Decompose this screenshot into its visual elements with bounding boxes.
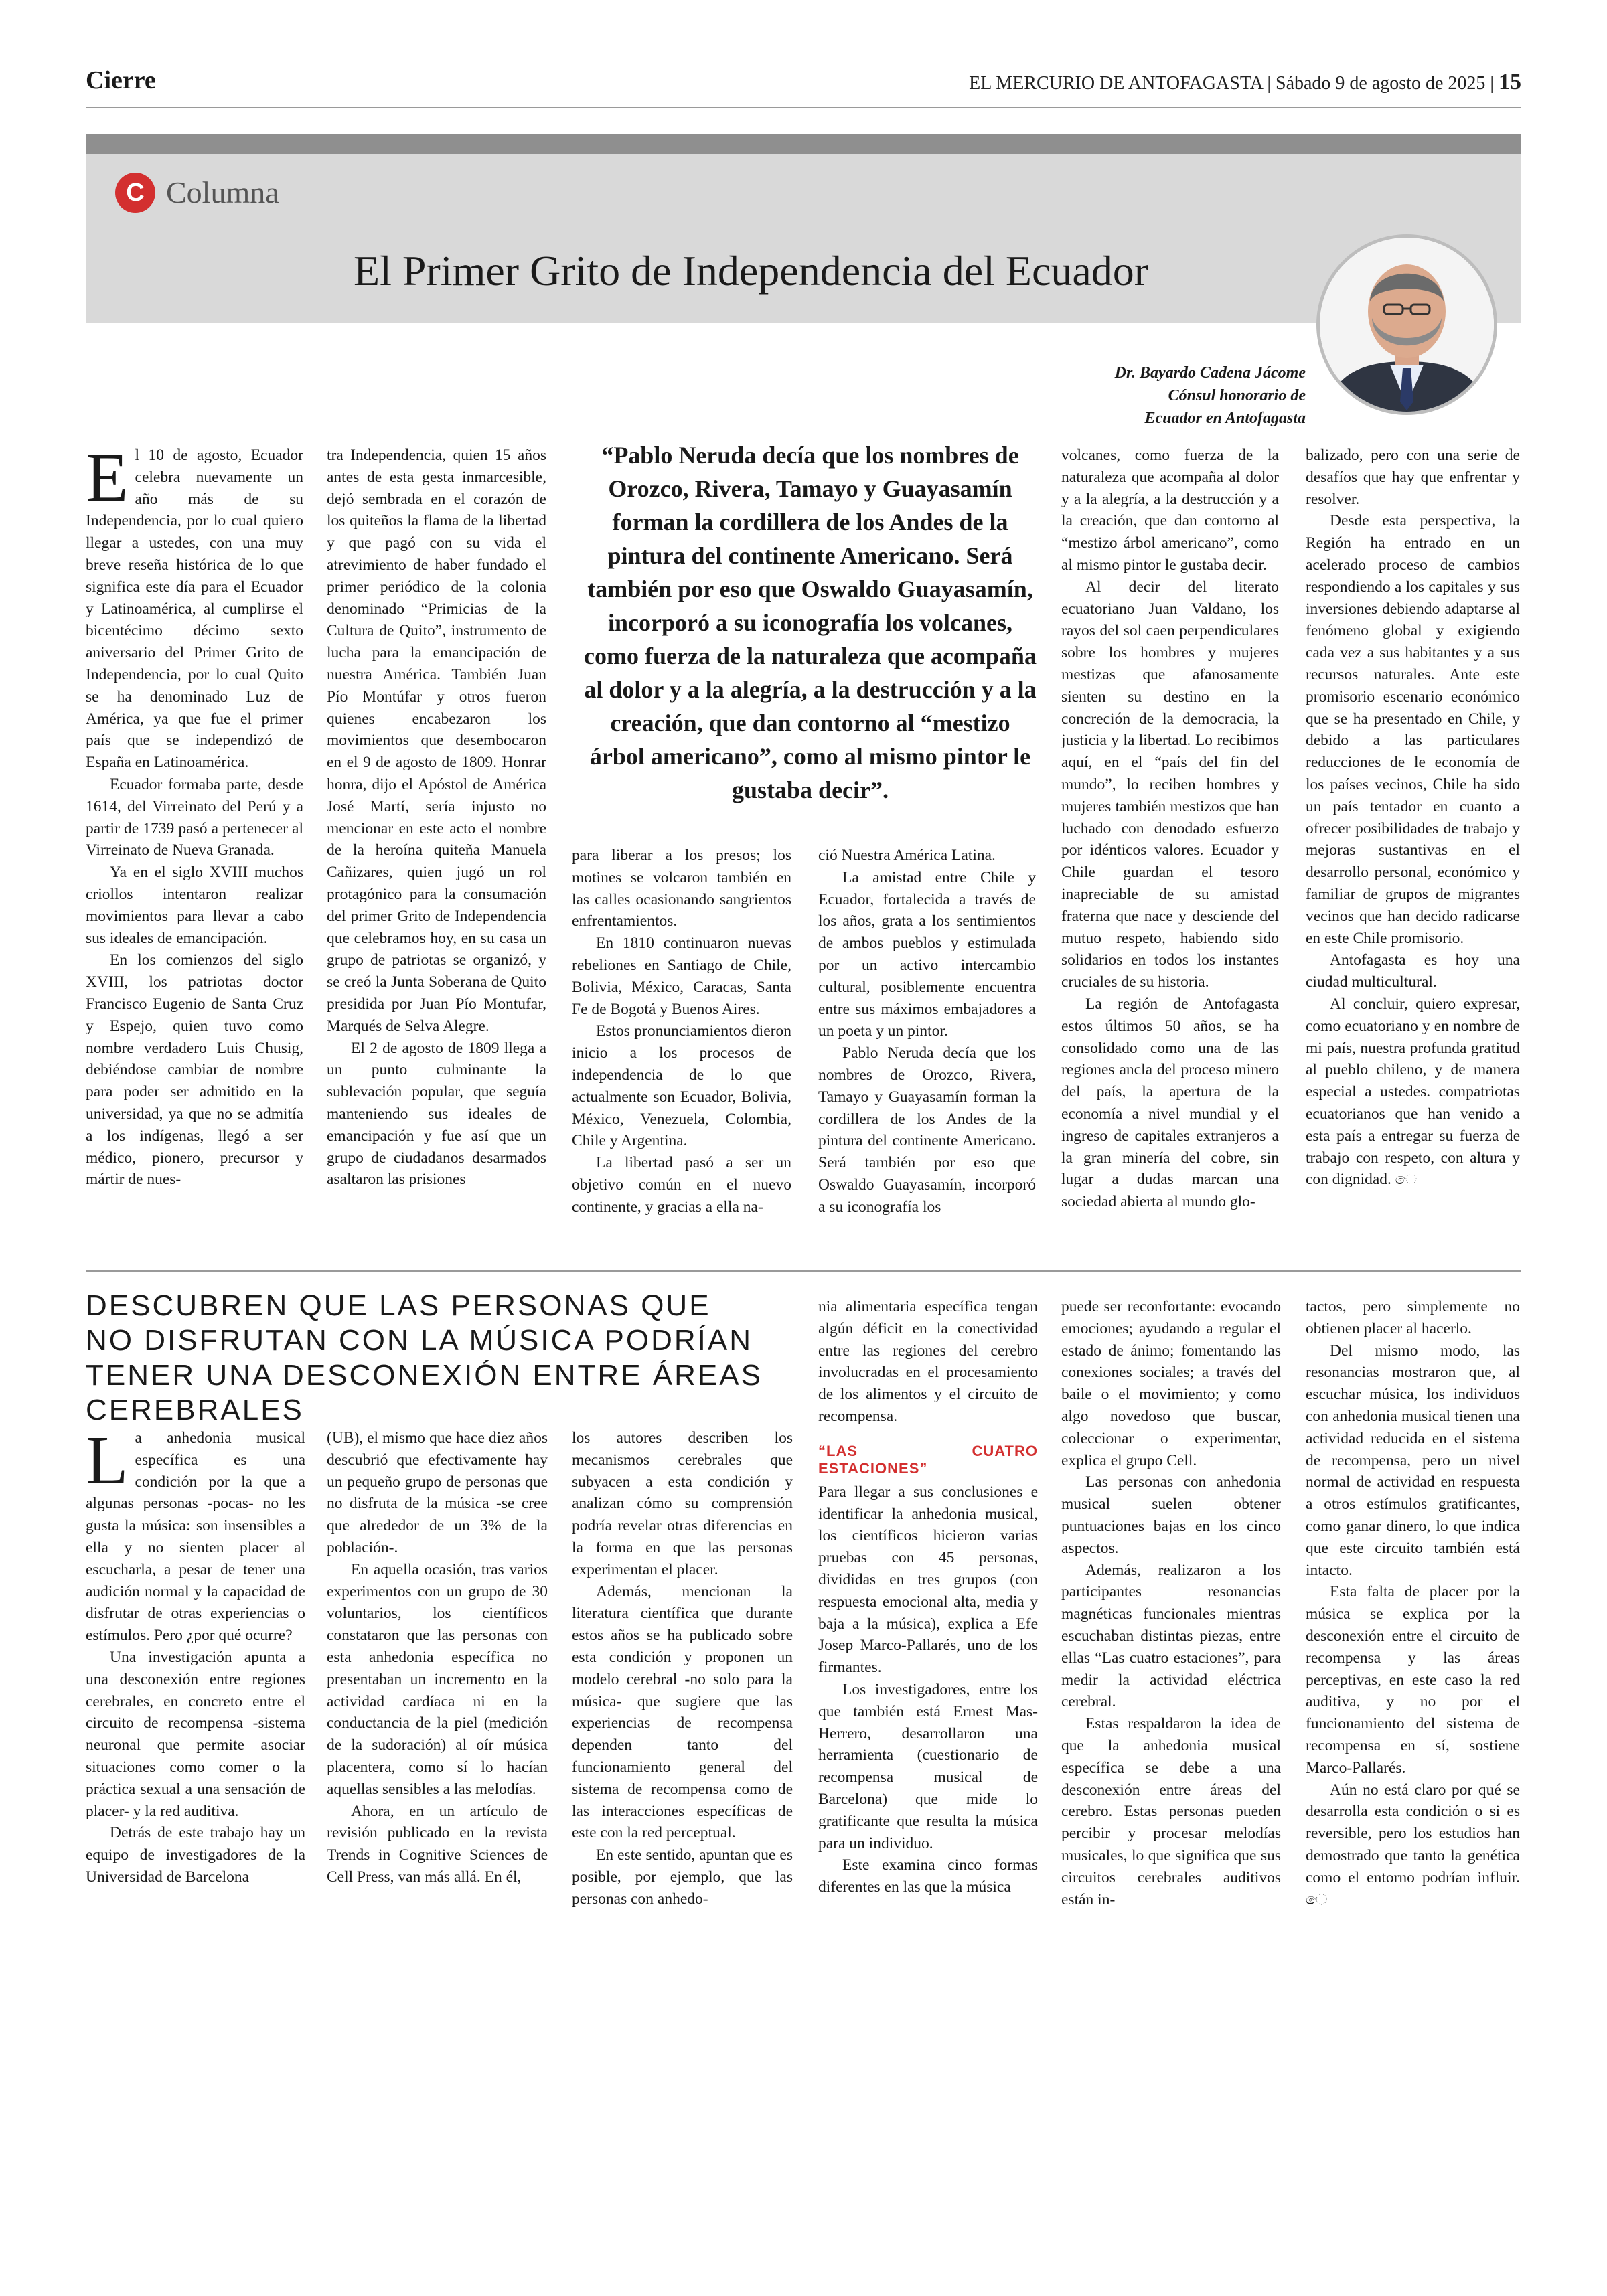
paragraph: ció Nuestra América Latina. bbox=[818, 847, 996, 864]
paragraph: Las personas con anhedonia musical suelen obtener puntuaciones bajas en los cinco aspectos. bbox=[1061, 1473, 1281, 1557]
article2-text-1 bbox=[86, 1422, 305, 1888]
column-text-5 bbox=[1061, 444, 1279, 1213]
paragraph: En 1810 continuaron nuevas rebeliones en Santiago de Chile, Bolivia, México, Caracas, Santa Fe de Bogotá y Buenos Aires. bbox=[572, 934, 791, 1018]
paper-name: EL MERCURIO DE ANTOFAGASTA bbox=[969, 73, 1263, 94]
paragraph: Estos pronunciamientos dieron inicio a los procesos de independencia de lo que actualmente son Ecuador, Bolivia, México, Venezuela, Colombia, Chile y Argentina. bbox=[572, 1022, 791, 1150]
paragraph: En este sentido, apuntan que es posible, por ejemplo, que las personas con anhedo- bbox=[572, 1846, 793, 1908]
paragraph: La amistad entre Chile y Ecuador, fortalecida a través de los años, grata a los sentimientos de ambos pueblos y estimulada por un activo intercambio cultural, posiblemente encuentra entre sus máximos embajadores a un poeta y un pintor. bbox=[818, 868, 1036, 1040]
paragraph: los autores describen los mecanismos cerebrales que subyacen a esta condición y analizan cómo su comprensión podría revelar otras diferencias en la forma en que las personas experimentan el placer. bbox=[572, 1429, 793, 1578]
paragraph: Ecuador formaba parte, desde 1614, del Virreinato del Perú y a partir de 1739 pasó a pertenecer al Virreinato de Nueva Granada. bbox=[86, 775, 303, 859]
pull-quote: “Pablo Neruda decía que los nombres de Orozco, Rivera, Tamayo y Guayasamín forman la cordillera de los Andes de la pintura del continente Americano. Será también por eso que Oswaldo Guayasamín, incorporó a su iconografía los volcanes, como fuerza de la naturaleza que acompaña al dolor y a la alegría, a la destrucción y a la creación, que dan contorno al “mestizo árbol americano”, como al mismo pintor le gustaba decir”. bbox=[584, 442, 1037, 803]
paragraph: Del mismo modo, las resonancias mostraron que, al escuchar música, los individuos con anhedonia musical tienen una actividad reducida en el sistema de recompensa, pero un nivel normal de actividad en respuesta a otros estímulos gratificantes, como ganar dinero, lo que indica que este circuito también está intacto. bbox=[1306, 1341, 1520, 1579]
paragraph: Además, mencionan la literatura científica que durante estos años se ha publicado sobre esta condición y proponen un modelo cerebral -no solo para la música- que sugiere que las experiencias de recompensa dependen tanto del funcionamiento general del sistema de recompensa como de las interacciones específicas de este con la red perceptual. bbox=[572, 1582, 793, 1842]
paragraph: Además, realizaron a los participantes resonancias magnéticas funcionales mientras escuchaban distintas piezas, entre ellas “Las cuatro estaciones”, para medir la actividad eléctrica cerebral. bbox=[1061, 1561, 1281, 1711]
paragraph: Al decir del literato ecuatoriano Juan Valdano, los rayos del sol caen perpendiculares sobre los hombres y mujeres mestizas que afanosamente sienten su destino en la concreción de la democracia, la justicia y la libertad. Lo recibimos aquí, en el “país del fin del mundo”, lo reciben hombres y mujeres también mestizos que han luchado con denodado esfuerzo por idénticos valores. Ecuador y Chile guardan el tesoro inapreciable de su amistad fraterna que nace y desciende del mutuo respeto, habiendo sido solidarios en todos los instantes cruciales de su historia. bbox=[1061, 578, 1279, 991]
drop-cap: E bbox=[86, 439, 129, 516]
article2-subhead: “LAS CUATRO ESTACIONES” bbox=[818, 1442, 1038, 1477]
paragraph: Los investigadores, entre los que también está Ernest Mas-Herrero, desarrollaron una herramienta (cuestionario de recompensa musical de Barcelona) que mide lo gratificante que resulta la música para un individuo. bbox=[818, 1680, 1038, 1852]
article2-text-6 bbox=[1306, 1296, 1520, 1911]
article-headline: El Primer Grito de Independencia del Ecuador bbox=[354, 247, 1149, 295]
paragraph: tactos, pero simplemente no obtienen placer al hacerlo. bbox=[1306, 1298, 1520, 1337]
author-photo bbox=[1316, 234, 1497, 415]
paragraph-text: Aún no está claro por qué se desarrolla esta condición o si es reversible, pero los estudios han demostrado que tanto la genética como el entorno podrían influir. bbox=[1306, 1781, 1520, 1886]
issue-date: Sábado 9 de agosto de 2025 bbox=[1276, 73, 1486, 94]
paragraph: Ahora, en un artículo de revisión publicado en la revista Trends in Cognitive Sciences de Cell Press, van más allá. En él, bbox=[327, 1802, 548, 1886]
header-rule bbox=[86, 107, 1521, 108]
drop-cap: L bbox=[86, 1422, 129, 1499]
paragraph: a anhedonia musical específica es una condición por la que a algunas personas -pocas- no les gusta la música: son insensibles a ella y no sienten placer al escucharla, a pesar de tener una audición normal y la capacidad de disfrutar de otras experiencias o estímulos. Pero ¿por qué ocurre? bbox=[86, 1429, 305, 1645]
author-byline bbox=[1038, 361, 1306, 430]
paragraph: Esta falta de placer por la música se explica por la desconexión entre el circuito de recompensa y las áreas perceptivas, en este caso la red auditiva, y no por el funcionamiento del sistema de recompensa en sí, sostiene Marco-Pallarés. bbox=[1306, 1583, 1520, 1777]
paragraph-text: Al concluir, quiero expresar, como ecuatoriano y en nombre de mi país, nuestra profunda gratitud al pueblo chileno, y de manera especial a ustedes. compatriotas ecuatorianos que han venido a esta país a entregar su fuerza de trabajo con respeto, con altura y con dignidad. bbox=[1306, 995, 1520, 1189]
paragraph: Pablo Neruda decía que los nombres de Orozco, Rivera, Tamayo y Guayasamín forman la cordillera de los Andes de la pintura del continente Americano. Será también por eso que Oswaldo Guayasamín, incorporó a su iconografía los bbox=[818, 1044, 1036, 1216]
column-text-4 bbox=[818, 845, 1036, 1218]
paragraph: Este examina cinco formas diferentes en las que la música bbox=[818, 1856, 1038, 1896]
column-text-3 bbox=[572, 845, 791, 1218]
paragraph: (UB), el mismo que hace diez años descubrió que efectivamente hay un pequeño grupo de personas que no disfruta de la música -se cree que alrededor de un 3% de la población-. bbox=[327, 1429, 548, 1556]
column-text-2 bbox=[327, 444, 546, 1191]
column-icon: C bbox=[115, 173, 155, 213]
author-title: Cónsul honorario de bbox=[1168, 387, 1306, 404]
paragraph: En los comienzos del siglo XVIII, los patriotas doctor Francisco Eugenio de Santa Cruz y Espejo, quien tuvo como nombre verdadero Luis Chusig, debiéndose cambiar de nombre para poder ser admitido en la universidad, ya que no se admitía a los indígenas, llegó a ser médico, pionero, precursor y mártir de nues- bbox=[86, 951, 303, 1189]
column-text-1 bbox=[86, 439, 303, 1191]
paragraph bbox=[1306, 993, 1520, 1192]
paragraph: volcanes, como fuerza de la naturaleza que acompaña al dolor y a la alegría, a la destrucción y a la creación, que dan contorno al “mestizo árbol americano”, como al mismo pintor le gustaba decir. bbox=[1061, 446, 1279, 574]
paragraph: puede ser reconfortante: evocando emociones; ayudando a regular el estado de ánimo; fomentando las conexiones sociales; a través del baile o el movimiento; y como algo novedoso que buscar, coleccionar o experimentar, explica el grupo Cell. bbox=[1061, 1298, 1281, 1469]
paragraph: balizado, pero con una serie de desafíos que hay que enfrentar y resolver. bbox=[1306, 446, 1520, 508]
paragraph: Ya en el siglo XVIII muchos criollos intentaron realizar movimientos para llevar a cabo sus ideales de emancipación. bbox=[86, 864, 303, 947]
article2-text-5 bbox=[1061, 1296, 1281, 1910]
paragraph: Detrás de este trabajo hay un equipo de investigadores de la Universidad de Barcelona bbox=[86, 1824, 305, 1886]
paragraph: Una investigación apunta a una desconexión entre regiones cerebrales, en concreto entre el circuito de recompensa -sistema neuronal que permite asociar situaciones como comer o la práctica sexual a una sensación de placer- y la red auditiva. bbox=[86, 1648, 305, 1820]
paragraph: nia alimentaria específica tengan algún déficit en la conectividad entre las regiones del cerebro involucradas en el procesamiento de los alimentos y el circuito de recompensa. bbox=[818, 1298, 1038, 1425]
paragraph: El 2 de agosto de 1809 llega a un punto culminante la sublevación popular, que seguía manteniendo sus ideales de emancipación y fue así que un grupo de ciudadanos desarmados asaltaron las prisiones bbox=[327, 1039, 546, 1189]
section-title: Cierre bbox=[86, 66, 156, 94]
column-text-6 bbox=[1306, 444, 1520, 1192]
author-affiliation: Ecuador en Antofagasta bbox=[1144, 410, 1306, 427]
end-mark-icon: ෙ bbox=[1395, 1171, 1418, 1189]
article2-text-4 bbox=[818, 1296, 1038, 1898]
paragraph: La región de Antofagasta estos últimos 50 años, se ha consolidado como una de las regiones ancla del proceso minero del país, la apertura de la economía a nivel mundial y el ingreso de capitales extranjeros a la gran minería del cobre, sin lugar a dudas marcan una sociedad abierta al mundo glo- bbox=[1061, 995, 1279, 1211]
band-top-strip bbox=[86, 134, 1521, 154]
paragraph: Antofagasta es hoy una ciudad multicultural. bbox=[1306, 951, 1520, 991]
paragraph bbox=[1306, 1779, 1520, 1912]
author-name: Dr. Bayardo Cadena Jácome bbox=[1114, 364, 1306, 382]
paragraph: tra Independencia, quien 15 años antes de esta gesta inmarcesible, dejó sembrada en el corazón de los quiteños la flama de la libertad y que pagó con su vida el atrevimiento de haber fundado el primer periódico de la colonia denominado “Primicias de la Cultura de Quito”, instrumento de lucha para la emancipación de nuestra América. También Juan Pío Montúfar y otros fueron quienes encabezaron los movimientos que desembocaron en el 9 de agosto de 1809. Honrar honra, dijo el Apóstol de América José Martí, sería injusto no mencionar en este acto el nombre de la heroína quiteña Manuela Cañizares, quien jugó un rol protagónico para la consumación del primer Grito de Independencia que celebramos hoy, en su casa un grupo de patriotas se organizó, y se creó la Junta Soberana de Quito presidida por Juan Pío Montufar, Marqués de Selva Alegre. bbox=[327, 446, 546, 1035]
page-number: 15 bbox=[1499, 70, 1521, 94]
paragraph: para liberar a los presos; los motines se volcaron también en las calles ocasionando sangrientos enfrentamientos. bbox=[572, 847, 791, 930]
article-divider bbox=[86, 1270, 1521, 1272]
paragraph: En aquella ocasión, tras varios experimentos con un grupo de 30 voluntarios, los científicos constataron que las personas con esta anhedonia específica no presentaban un incremento en la actividad cardíaca ni en la conductancia de la piel (medición de la sudoración) al oír música placentera, como sí lo hacían aquellas sensibles a las melodías. bbox=[327, 1560, 548, 1798]
article2-headline: DESCUBREN QUE LAS PERSONAS QUE NO DISFRUTAN CON LA MÚSICA PODRÍAN TENER UNA DESCONEXIÓN ENTRE ÁREAS CEREBRALES bbox=[86, 1289, 763, 1426]
article2-text-2 bbox=[327, 1427, 548, 1888]
paragraph: Para llegar a sus conclusiones e identificar la anhedonia musical, los científicos hicieron varias pruebas con 45 personas, divididas en tres grupos (con respuesta emocional alta, media y baja a la música), explica a Efe Josep Marco-Pallarés, uno de los firmantes. bbox=[818, 1483, 1038, 1677]
masthead: EL MERCURIO DE ANTOFAGASTA | Sábado 9 de agosto de 2025 | 15 bbox=[969, 70, 1521, 94]
paragraph: Desde esta perspectiva, la Región ha entrado en un acelerado proceso de cambios respondiendo a los capitales y sus inversiones debiendo adaptarse al fenómeno global y exigiendo cada vez a sus habitantes y a sus recursos naturales. Ante este promisorio escenario económico que se ha presentado en Chile, y debido a las particulares reducciones de le economía de los países vecinos, Chile ha sido un país tentador en cuanto a ofrecer posibilidades de trabajo y mejoras sustantivas en el desarrollo personal, económico y familiar de grupos de migrantes vecinos que han decido radicarse en este Chile promisorio. bbox=[1306, 512, 1520, 947]
paragraph: l 10 de agosto, Ecuador celebra nuevamente un año más de su Independencia, por lo cual quiero llegar a ustedes, con una muy breve reseña histórica de lo que significa este día para el Ecuador y Latinoamérica, al cumplirse el bicentécimo décimo sexto aniversario del Primer Grito de Independencia, por lo cual Quito se ha denominado Luz de América, ya que fue el primer país que se independizó de España en Latinoamérica. bbox=[86, 446, 303, 772]
end-mark-icon: ෙ bbox=[1306, 1891, 1328, 1908]
paragraph: La libertad pasó a ser un objetivo común en el nuevo continente, y gracias a ella na- bbox=[572, 1154, 791, 1216]
article2-text-3 bbox=[572, 1427, 793, 1910]
paragraph: Estas respaldaron la idea de que la anhedonia musical específica se debe a una desconexión entre áreas del cerebro. Estas personas pueden percibir y procesar melodías musicales, lo que significa que sus circuitos cerebrales auditivos están in- bbox=[1061, 1715, 1281, 1908]
column-label: Columna bbox=[166, 175, 279, 210]
